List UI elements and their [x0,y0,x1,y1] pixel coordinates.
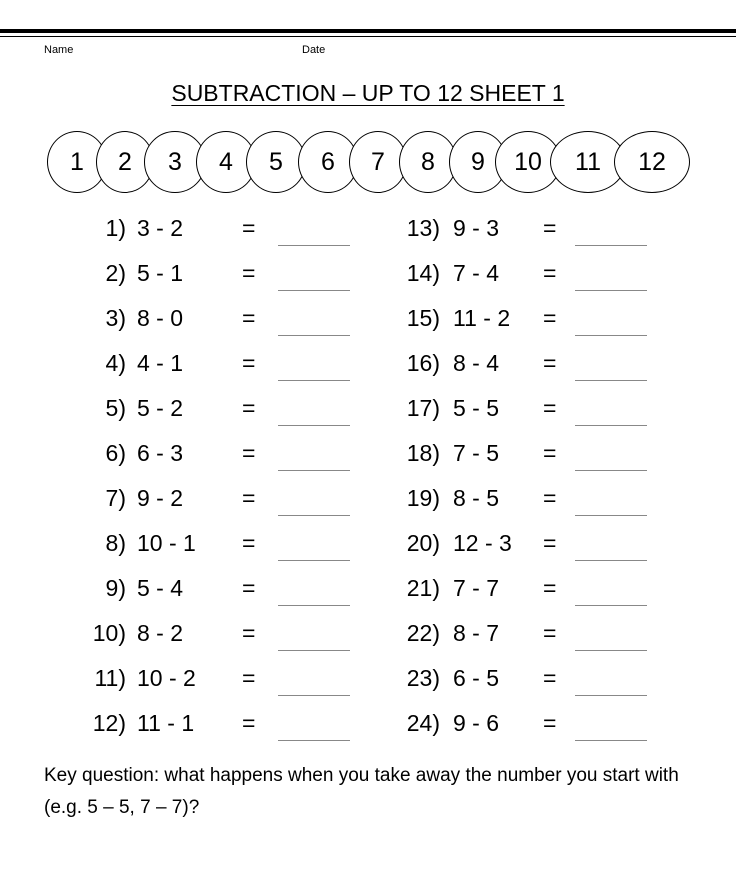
number-line-circle: 5 [246,131,306,193]
problem-row [0,710,736,750]
problem-expression: 11 - 2 [453,305,511,331]
top-border-thin [0,36,736,37]
equals-sign: = [543,260,557,286]
equals-sign: = [242,260,256,286]
problem-expression: 8 - 7 [453,620,500,646]
answer-blank[interactable] [575,290,647,291]
problem-number: 24) [406,710,440,736]
problem-row [0,260,736,300]
problem-expression: 5 - 2 [137,395,184,421]
equals-sign: = [242,350,256,376]
number-line [47,131,691,195]
problem-expression: 9 - 6 [453,710,500,736]
problem-row [0,665,736,705]
problem-number: 18) [406,440,440,466]
problem-number: 14) [406,260,440,286]
problem-number: 7) [105,485,126,511]
problem-row [0,215,736,255]
equals-sign: = [242,485,256,511]
problem-expression: 4 - 1 [137,350,184,376]
equals-sign: = [242,575,256,601]
problem-row [0,485,736,525]
problem-expression: 11 - 1 [137,710,195,736]
problem-expression: 8 - 5 [453,485,500,511]
equals-sign: = [543,620,557,646]
equals-sign: = [543,485,557,511]
problem-number: 8) [105,530,126,556]
problem-number: 5) [105,395,126,421]
problem-expression: 8 - 0 [137,305,184,331]
number-line-circle: 11 [550,131,626,193]
number-line-circle: 4 [196,131,256,193]
problem-expression: 5 - 5 [453,395,500,421]
equals-sign: = [543,530,557,556]
name-label: Name [44,44,74,56]
problem-number: 20) [406,530,440,556]
problem-number: 23) [406,665,440,691]
problem-number: 3) [105,305,126,331]
problem-number: 16) [406,350,440,376]
equals-sign: = [242,215,256,241]
answer-blank[interactable] [575,245,647,246]
key-question: Key question: what happens when you take away the number you start with (e.g. 5 – 5, 7 – 7)? [44,765,679,818]
answer-blank[interactable] [575,425,647,426]
number-line-circle: 8 [399,131,457,193]
number-line-circle: 6 [298,131,358,193]
worksheet-title [0,80,736,107]
problem-number: 13) [406,215,440,241]
equals-sign: = [242,665,256,691]
equals-sign: = [242,620,256,646]
answer-blank[interactable] [575,335,647,336]
answer-blank[interactable] [575,605,647,606]
number-line-circle: 7 [349,131,407,193]
equals-sign: = [543,215,557,241]
equals-sign: = [242,305,256,331]
problem-number: 10) [92,620,126,646]
problem-number: 15) [406,305,440,331]
problem-row [0,305,736,345]
equals-sign: = [543,350,557,376]
problem-number: 9) [105,575,126,601]
problem-row [0,620,736,660]
answer-blank[interactable] [575,740,647,741]
problem-expression: 9 - 2 [137,485,184,511]
number-line-circle: 9 [449,131,507,193]
problem-expression: 6 - 3 [137,440,184,466]
problem-number: 22) [406,620,440,646]
number-line-circle: 3 [144,131,206,193]
problem-row [0,530,736,570]
problem-number: 19) [406,485,440,511]
problem-expression: 3 - 2 [137,215,184,241]
answer-blank[interactable] [575,650,647,651]
answer-blank[interactable] [575,380,647,381]
problem-number: 17) [406,395,440,421]
equals-sign: = [543,440,557,466]
equals-sign: = [543,395,557,421]
problem-expression: 6 - 5 [453,665,500,691]
number-line-circle: 10 [495,131,561,193]
problem-row [0,350,736,390]
equals-sign: = [242,710,256,736]
equals-sign: = [543,665,557,691]
problem-expression: 12 - 3 [453,530,512,556]
date-label: Date [302,44,326,56]
answer-blank[interactable] [575,560,647,561]
problem-number: 4) [105,350,126,376]
problem-row [0,440,736,480]
problem-expression: 8 - 2 [137,620,184,646]
problem-number: 2) [105,260,126,286]
problem-expression: 10 - 2 [137,665,196,691]
equals-sign: = [242,395,256,421]
problem-expression: 7 - 5 [453,440,500,466]
number-line-circle: 1 [47,131,107,193]
problem-number: 6) [105,440,126,466]
equals-sign: = [242,530,256,556]
number-line-circle: 12 [614,131,690,193]
answer-blank[interactable] [575,470,647,471]
problem-number: 11) [94,665,126,691]
problem-number: 1) [105,215,126,241]
worksheet-title-text: SUBTRACTION – UP TO 12 SHEET 1 [171,80,565,106]
problem-expression: 8 - 4 [453,350,500,376]
problem-expression: 9 - 3 [453,215,500,241]
problem-expression: 5 - 4 [137,575,184,601]
problem-expression: 7 - 7 [453,575,500,601]
equals-sign: = [543,710,557,736]
problem-expression: 10 - 1 [137,530,196,556]
problem-expression: 7 - 4 [453,260,500,286]
top-border-thick [0,29,736,33]
number-line-circle: 2 [96,131,154,193]
equals-sign: = [242,440,256,466]
equals-sign: = [543,575,557,601]
equals-sign: = [543,305,557,331]
problem-row [0,395,736,435]
answer-blank[interactable] [575,515,647,516]
problem-number: 12) [92,710,126,736]
answer-blank[interactable] [575,695,647,696]
problem-expression: 5 - 1 [137,260,184,286]
problem-row [0,575,736,615]
problem-number: 21) [406,575,440,601]
